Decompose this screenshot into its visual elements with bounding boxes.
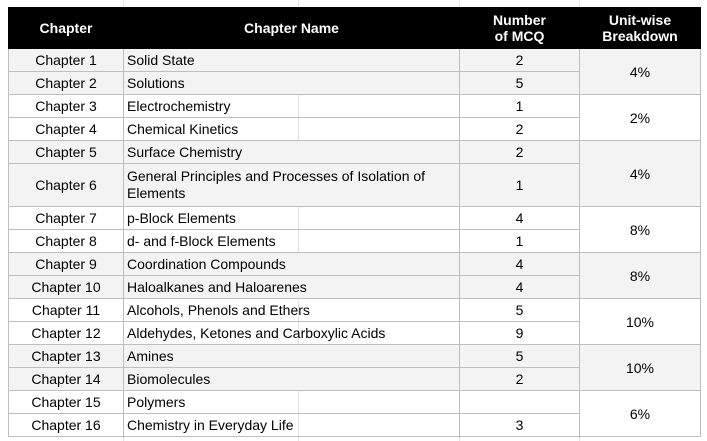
chapter-name-cell[interactable]: Aldehydes, Ketones and Carboxylic Acids xyxy=(124,322,460,345)
table-row xyxy=(9,207,701,230)
table-row xyxy=(9,299,701,322)
unit-breakdown-cell[interactable]: 2% xyxy=(580,95,701,141)
table-row xyxy=(9,253,701,276)
chapter-cell[interactable]: Chapter 7 xyxy=(9,207,124,230)
chapter-cell[interactable]: Chapter 6 xyxy=(9,164,124,207)
mcq-count-cell[interactable]: 1 xyxy=(460,164,580,207)
header-mcq-line2: of MCQ xyxy=(494,28,545,44)
table-row xyxy=(9,141,701,164)
mcq-count-cell[interactable]: 9 xyxy=(460,322,580,345)
header-mcq-line1: Number xyxy=(493,12,546,28)
mcq-count-cell[interactable]: 2 xyxy=(460,49,580,72)
chapter-cell[interactable]: Chapter 12 xyxy=(9,322,124,345)
table-row xyxy=(9,95,701,118)
chapter-cell[interactable]: Chapter 2 xyxy=(9,72,124,95)
mcq-count-cell[interactable]: 2 xyxy=(460,368,580,391)
chapter-cell[interactable]: Chapter 11 xyxy=(9,299,124,322)
chapter-name-cell[interactable]: Haloalkanes and Haloarenes xyxy=(124,276,460,299)
chapter-mcq-table xyxy=(8,7,701,437)
header-chapter-name[interactable] xyxy=(124,8,460,49)
chapter-name-cell[interactable]: Electrochemistry xyxy=(124,95,460,118)
chapter-cell[interactable]: Chapter 5 xyxy=(9,141,124,164)
chapter-name-cell[interactable]: Chemical Kinetics xyxy=(124,118,460,141)
mcq-count-cell[interactable]: 2 xyxy=(460,141,580,164)
chapter-cell[interactable]: Chapter 8 xyxy=(9,230,124,253)
chapter-cell[interactable]: Chapter 14 xyxy=(9,368,124,391)
chapter-cell[interactable]: Chapter 3 xyxy=(9,95,124,118)
table-row xyxy=(9,345,701,368)
chapter-name-cell[interactable]: Surface Chemistry xyxy=(124,141,460,164)
unit-breakdown-cell[interactable]: 10% xyxy=(580,299,701,345)
unit-breakdown-cell[interactable]: 6% xyxy=(580,391,701,437)
chapter-name-cell[interactable]: Solutions xyxy=(124,72,460,95)
chapter-name-cell[interactable]: d- and f-Block Elements xyxy=(124,230,460,253)
chapter-cell[interactable]: Chapter 15 xyxy=(9,391,124,414)
mcq-count-cell[interactable]: 2 xyxy=(460,118,580,141)
mcq-count-cell[interactable]: 3 xyxy=(460,414,580,437)
chapter-cell[interactable]: Chapter 10 xyxy=(9,276,124,299)
mcq-count-cell[interactable]: 4 xyxy=(460,253,580,276)
chapter-name-cell[interactable]: General Principles and Processes of Isolation of Elements xyxy=(124,164,460,207)
chapter-cell[interactable]: Chapter 16 xyxy=(9,414,124,437)
table-row xyxy=(9,391,701,414)
header-unit-wise-breakdown[interactable] xyxy=(580,8,701,49)
header-chapter-name-label: Chapter Name xyxy=(244,20,339,36)
mcq-count-cell[interactable]: 5 xyxy=(460,345,580,368)
unit-breakdown-cell[interactable]: 8% xyxy=(580,207,701,253)
unit-breakdown-cell[interactable]: 4% xyxy=(580,49,701,95)
mcq-count-cell[interactable]: 4 xyxy=(460,276,580,299)
chapter-cell[interactable]: Chapter 1 xyxy=(9,49,124,72)
chapter-name-cell[interactable]: Polymers xyxy=(124,391,460,414)
mcq-count-cell[interactable]: 1 xyxy=(460,230,580,253)
header-unit-line1: Unit-wise xyxy=(608,12,672,28)
header-row xyxy=(9,8,701,49)
table-row xyxy=(9,49,701,72)
chapter-name-cell[interactable]: Amines xyxy=(124,345,460,368)
chapter-cell[interactable]: Chapter 9 xyxy=(9,253,124,276)
chapter-name-cell[interactable]: Coordination Compounds xyxy=(124,253,460,276)
chapter-name-cell[interactable]: Biomolecules xyxy=(124,368,460,391)
mcq-count-cell[interactable] xyxy=(460,391,580,414)
mcq-count-cell[interactable]: 5 xyxy=(460,299,580,322)
header-chapter[interactable] xyxy=(9,8,124,49)
unit-breakdown-cell[interactable]: 10% xyxy=(580,345,701,391)
header-unit-line2: Breakdown xyxy=(602,28,678,44)
chapter-name-cell[interactable]: p-Block Elements xyxy=(124,207,460,230)
chapter-cell[interactable]: Chapter 13 xyxy=(9,345,124,368)
unit-breakdown-cell[interactable]: 4% xyxy=(580,141,701,207)
header-number-of-mcq[interactable] xyxy=(460,8,580,49)
chapter-cell[interactable]: Chapter 4 xyxy=(9,118,124,141)
unit-breakdown-cell[interactable]: 8% xyxy=(580,253,701,299)
mcq-count-cell[interactable]: 4 xyxy=(460,207,580,230)
chapter-name-cell[interactable]: Alcohols, Phenols and Ethers xyxy=(124,299,460,322)
mcq-count-cell[interactable]: 1 xyxy=(460,95,580,118)
chapter-name-cell[interactable]: Chemistry in Everyday Life xyxy=(124,414,460,437)
header-chapter-label: Chapter xyxy=(39,20,93,36)
mcq-count-cell[interactable]: 5 xyxy=(460,72,580,95)
chapter-name-cell[interactable]: Solid State xyxy=(124,49,460,72)
